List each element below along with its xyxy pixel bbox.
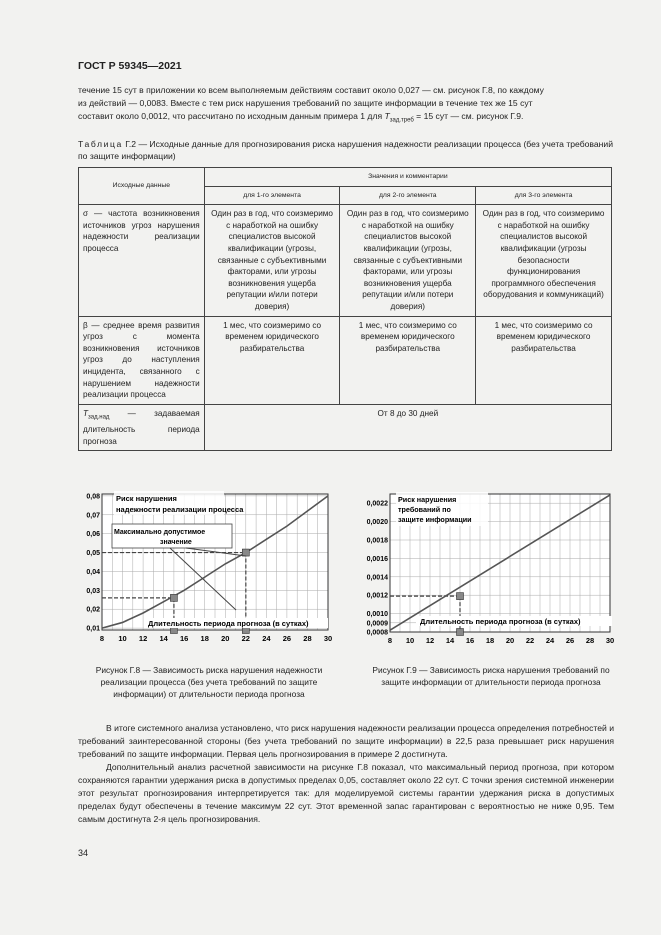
row3-label-text: — задаваемая длительность периода прогноза [83,408,200,446]
intro-line-3 [78,110,614,128]
header-values: Значения и комментарии [204,168,611,187]
y-tick-label: 0,0020 [366,519,388,527]
row2-cell-3: 1 мес, что соизмеримо со временем юридического разбирательства [476,316,612,404]
intro-paragraph [78,84,614,128]
point-marker [170,594,177,601]
x-tick-label: 20 [221,634,230,643]
x-tick-label: 8 [99,634,105,643]
y-tick-label: 0,0008 [366,629,388,637]
page-number: 34 [78,848,89,858]
x-tick-label: 12 [138,634,148,643]
x-tick-label: 22 [241,634,250,643]
table-row [79,316,612,404]
annotation-line-2: значение [160,539,192,546]
header-elem-3: для 3-го элемента [476,186,612,205]
x-tick-label: 24 [545,636,555,645]
chart-fig-g8 [74,486,336,662]
x-tick-labels [388,636,614,645]
y-tick-labels [86,493,100,632]
x-tick-label: 30 [323,634,333,643]
x-tick-labels [100,634,332,643]
intro-line-1: течение 15 сут в приложении ко всем выполняемым действиям составит около 0,027 — см. рисунок Г.8, по каждому [78,85,544,95]
x-tick-label: 12 [425,636,435,645]
x-tick-label: 28 [303,634,312,643]
chart-title-line-2: требований по [398,505,451,514]
conclusion [78,722,614,826]
intro-line-2: из действий — 0,0083. Вместе с тем риск нарушения требований по защите информации в течение тех же 15 сут [78,98,533,108]
y-tick-label: 0,0018 [366,537,388,545]
table-row [79,205,612,316]
y-tick-label: 0,07 [86,512,100,520]
y-tick-label: 0,02 [86,606,100,614]
x-tick-label: 18 [200,634,209,643]
x-tick-label: 16 [465,636,475,645]
x-tick-label: 20 [505,636,515,645]
conclusion-paragraph-2: Дополнительный анализ расчетной зависимости на рисунке Г.8 показал, что максимальный период прогноза, при котором сохраняются гарантии удержания риска в допустимых пределах 0,05, составляет около 22 сут. С точки зрения системной инженерии этот результат прогнозирования интерпретируется так: для моделируемой системы гарантии удержания риска в допустимых пределах будут обеспечены в течение максимум 22 сут. Этот временной запас гарантирован с вероятностью не ниже 0,95. Тем самым достигнута 2-я цель прогнозирования. [78,762,614,824]
row2-label: β — среднее время развития угроз с момента возникновения источников угроз до наступления инцидента, связанного с нарушением надежности реализации процесса [79,316,205,404]
intro-line-3-end: = 15 сут — см. рисунок Г.9. [413,111,524,121]
t-subscript: зад.над [88,414,110,421]
row1-cell-1: Один раз в год, что соизмеримо с наработкой на ошибку специалистов высокой квалификации (угрозы, связанные с субъективными факторами, или угрозы возникновения ущерба репутации и/или потери доверия) [204,205,340,316]
y-tick-label: 0,0022 [366,500,388,508]
x-tick-label: 10 [118,634,127,643]
x-tick-label: 28 [585,636,595,645]
x-tick-label: 22 [525,636,535,645]
table-row [79,404,612,450]
table-header-row [79,168,612,187]
table-caption [78,138,614,162]
row3-value: От 8 до 30 дней [204,404,611,450]
y-tick-label: 0,06 [86,531,100,539]
t-symbol: T [384,111,390,121]
axis-marker [457,629,464,636]
intro-line-3-text: составит около 0,0012, что рассчитано по исходным данным примера 1 для [78,111,385,121]
y-tick-label: 0,0012 [366,592,388,600]
header-elem-2: для 2-го элемента [340,186,476,205]
standard-header: ГОСТ Р 59345—2021 [78,60,182,72]
row2-cell-1: 1 мес, что соизмеримо со временем юридического разбирательства [204,316,340,404]
chart-title-line-1: Риск нарушения [116,494,177,503]
point-marker [242,549,249,556]
point-marker [457,593,464,600]
chart-title-line-3: защите информации [398,515,472,524]
x-tick-label: 8 [387,636,393,645]
y-tick-labels [367,501,389,637]
y-tick-label: 0,03 [86,587,100,595]
figure-caption-g8: Рисунок Г.8 — Зависимость риска нарушения надежности реализации процесса (без учета требований по защите информации) от длительности периода прогноза [95,665,323,699]
y-tick-label: 0,08 [86,493,100,501]
y-tick-label: 0,05 [86,550,100,558]
y-tick-label: 0,04 [86,568,100,576]
row3-label [79,404,205,450]
x-tick-label: 14 [159,634,168,643]
t-subscript: зад.треб [389,117,414,124]
y-tick-label: 0,0016 [366,555,388,563]
x-tick-label: 18 [485,636,495,645]
figure-caption-g9: Рисунок Г.9 — Зависимость риска нарушения требований по защите информации от длительности периода прогноза [372,665,610,687]
source-data-table [78,167,612,451]
row1-label: σ — частота возникновения источников угроз нарушения надежности реализации процесса [79,205,205,316]
y-tick-label: 0,0014 [366,574,388,582]
x-tick-label: 10 [405,636,415,645]
y-tick-label: 0,0010 [366,611,388,619]
chart-title-line-2: надежности реализации процесса [116,505,244,514]
x-tick-label: 30 [605,636,615,645]
y-tick-label: 0,01 [86,625,100,633]
x-tick-label: 26 [565,636,575,645]
row1-cell-2: Один раз в год, что соизмеримо с наработкой на ошибку специалистов высокой квалификации (угрозы, связанные с субъективными факторами, или угрозы возникновения ущерба репутации и/или потери доверия) [340,205,476,316]
x-tick-label: 14 [445,636,455,645]
x-axis-label: Длительность периода прогноза (в сутках) [420,617,581,626]
header-elem-1: для 1-го элемента [204,186,340,205]
chart-fig-g9 [346,486,618,658]
x-tick-label: 24 [262,634,271,643]
row2-cell-2: 1 мес, что соизмеримо со временем юридического разбирательства [340,316,476,404]
x-tick-label: 16 [180,634,189,643]
table-caption-text: Г.2 — Исходные данные для прогнозирования риска нарушения надежности реализации процесса (без учета требований по защите информации) [78,139,614,161]
table-caption-label: Таблица [78,139,123,149]
row1-cell-3: Один раз в год, что соизмеримо с наработкой на ошибку специалистов высокой квалификации (угрозы безопасности функционирования программного обеспечения оборудования и коммуникаций) [476,205,612,316]
x-axis-label: Длительность периода прогноза (в сутках) [148,619,309,628]
header-source: Исходные данные [79,168,205,205]
chart-title-line-1: Риск нарушения [398,495,457,504]
conclusion-paragraph-1: В итоге системного анализа установлено, что риск нарушения надежности реализации процесса определения потребностей и требований заинтересованной стороны (без учета требований по защите информации) в 22,5 раза превышает риск нарушения требований по защите информации. Первая цель прогнозирования в примере 2 достигнута. [78,723,614,759]
annotation-line-1: Максимально допустимое [114,529,206,536]
t-symbol: T [83,408,89,418]
x-tick-label: 26 [282,634,292,643]
y-tick-label: 0,0009 [366,620,388,628]
